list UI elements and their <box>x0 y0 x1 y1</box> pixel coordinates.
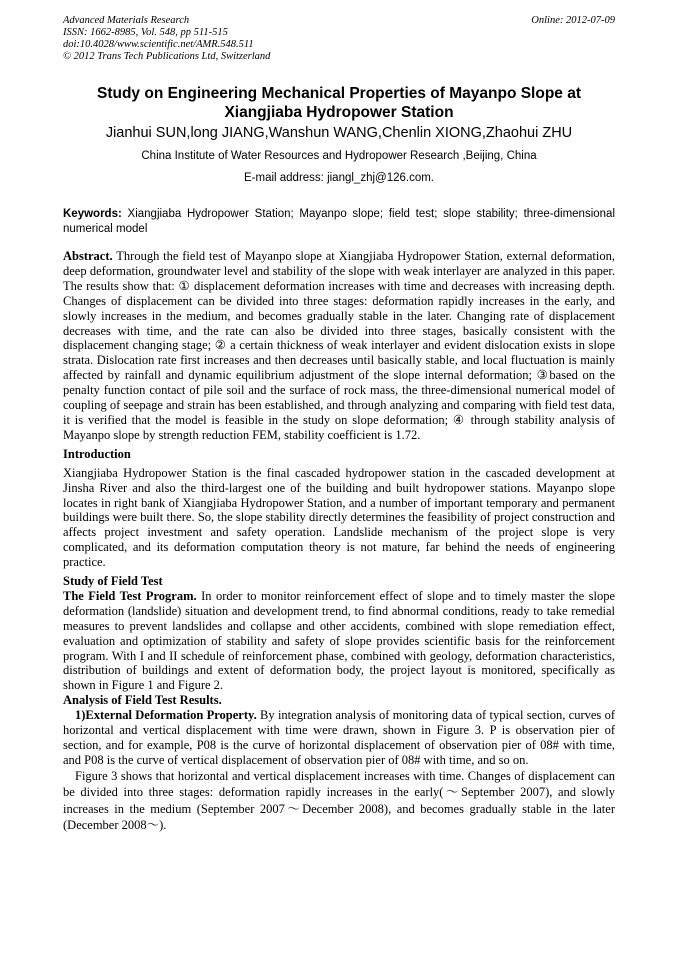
abstract-text: Through the field test of Mayanpo slope at Xiangjiaba Hydropower Station, external deformation, deep deformation, groundwater level and stability of the slope with weak interlayer are analyzed in this paper. The results show that: ① displacement deformation increases with time and decreases with increasing depth. Changes of displacement can be divided into three stages: deformation rapidly increases in the early, and slowly increases in the medium, and becomes gradually stable in the later. Changing rate of displacement decreases with time, and the rate can also be divided into three stages, basically consistent with the displacement changing stage; ② a certain thickness of weak interlayer and evident dislocation exists in slope strata. Dislocation rate first increases and then decreases until basically stable, and local fluctuation is mainly affected by rainfall and dynamic equilibrium adjustment of the slope internal deformation; ③based on the penalty function contact of pile soil and the surface of rock mass, the three-dimensional numerical model of coupling of seepage and strain has been established, and through analyzing and comparing with field test data, it is verified that the model is feasible in the study on slope deformation; ④ through stability analysis of Mayanpo slope by strength reduction FEM, stability coefficient is 1.72. <box>63 249 615 442</box>
abstract <box>63 249 615 443</box>
doi-line: doi:10.4028/www.scientific.net/AMR.548.511 <box>63 39 254 50</box>
study-heading: Study of Field Test <box>63 574 163 589</box>
field-test-program-text: In order to monitor reinforcement effect of slope and to timely master the slope deformation (landslide) situation and development trend, to find abnormal conditions, ready to take remedial measures to prevent landslides and collapse and other accidents, combined with slope remediation effect, evaluation and optimization of stability and safety of slope provides scientific basis for the reinforcement program. With I and II schedule of reinforcement phase, combined with geology, deformation characteristics, distribution of buildings and extent of deformation body, the project layout is monitored, specifically as shown in Figure 1 and Figure 2. <box>63 588 615 693</box>
paper-title: Study on Engineering Mechanical Properties of Mayanpo Slope at Xiangjiaba Hydropower Station <box>96 85 582 121</box>
field-test-program <box>63 589 615 693</box>
abstract-label: Abstract. <box>63 249 113 263</box>
introduction-heading: Introduction <box>63 446 131 461</box>
external-deformation-label: 1)External Deformation Property. <box>75 708 257 723</box>
author-list: Jianhui SUN,long JIANG,Wanshun WANG,Chenlin XIONG,Zhaohui ZHU <box>105 125 573 141</box>
paper-body <box>63 249 615 834</box>
keywords-label: Keywords: <box>63 208 122 220</box>
copyright-line: © 2012 Trans Tech Publications Ltd, Switzerland <box>63 51 271 62</box>
keywords <box>63 207 615 236</box>
affiliation: China Institute of Water Resources and Hydropower Research ,Beijing, China <box>141 150 537 162</box>
introduction-text: Xiangjiaba Hydropower Station is the final cascaded hydropower station in the cascaded development at Jinsha River and also the third-largest one of the building and built hydropower stations. Mayanpo slope locates in right bank of Xiangjiaba Hydropower Station, and a number of important temporary and permanent buildings were built there. So, the slope stability directly determines the feasibility of project construction and affects project investment and safety operation. Landslide mechanism of the project slope is very complicated, and its deformation computation theory is not mature, far behind the needs of engineering practice. <box>63 465 615 570</box>
keywords-text: Xiangjiaba Hydropower Station; Mayanpo slope; field test; slope stability; three-dimensional numerical model <box>63 208 615 235</box>
figure3-discussion: Figure 3 shows that horizontal and vertical displacement increases with time. Changes of displacement can be divided into three stages: deformation rapidly increases in the early(～September 2007), and slowly increases in the medium (September 2007～December 2008), and becomes gradually stable in the later (December 2008～). <box>63 768 615 833</box>
email-address: E-mail address: jiangl_zhj@126.com. <box>243 172 434 184</box>
field-test-program-label: The Field Test Program. <box>63 588 197 603</box>
journal-name: Advanced Materials Research <box>63 15 190 26</box>
issn-line: ISSN: 1662-8985, Vol. 548, pp 511-515 <box>63 27 228 38</box>
external-deformation-text: By integration analysis of monitoring data of typical section, curves of horizontal and vertical displacement with time were drawn, shown in Figure 3. P is observation pier of section, and for example, P08 is the curve of horizontal displacement of observation pier of 08# with time, and P08 is the curve of vertical displacement of observation pier of 08# with time, and so on. <box>63 708 616 767</box>
analysis-heading: Analysis of Field Test Results. <box>63 693 222 708</box>
online-date: Online: 2012-07-09 <box>531 15 615 26</box>
external-deformation <box>63 708 615 768</box>
